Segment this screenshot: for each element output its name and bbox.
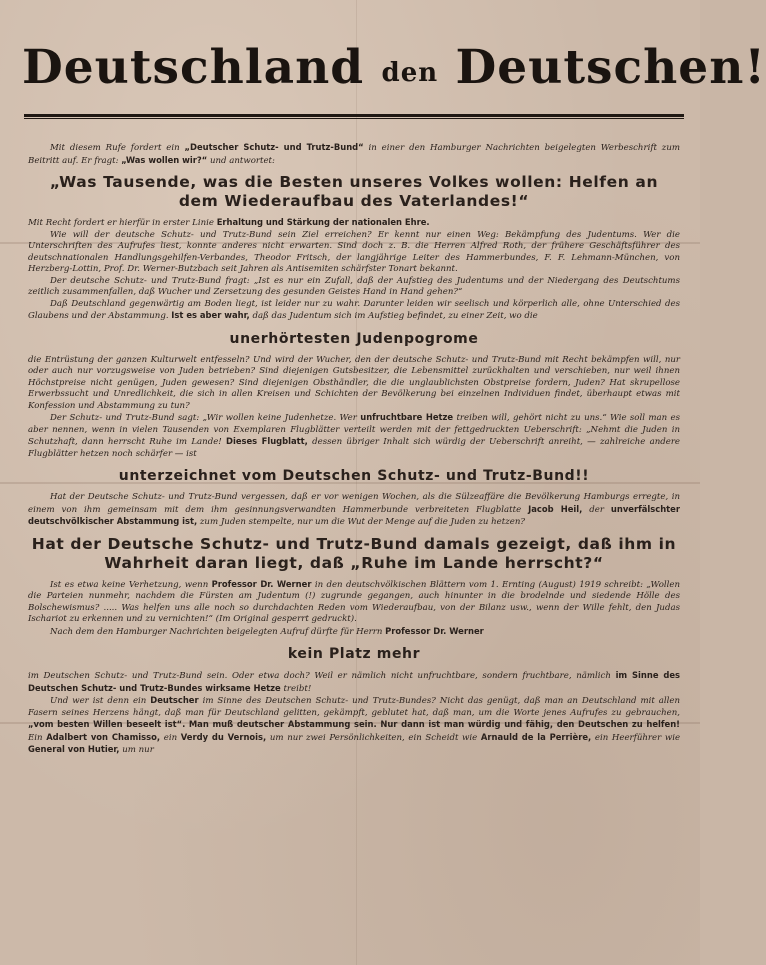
title-part2: Deutschen!	[455, 40, 766, 95]
headline-ruhe: Hat der Deutsche Schutz- und Trutz-Bund damals gezeigt, daß ihm in Wahrheit daran liegt, daß „Ruhe im Lande herrscht?“	[31, 534, 677, 572]
headline-kein-platz: kein Platz mehr	[287, 646, 421, 662]
title-part1: Deutschland	[22, 40, 365, 95]
intro-paragraph: Mit diesem Rufe fordert ein „Deutscher Schutz- und Trutz-Bund“ in einer den Hamburger Nachrichten beigelegten Werbeschrift zum Beitritt auf. Er fragt: „Was wollen wir?“ und antwortet:	[28, 142, 681, 166]
leaflet-body	[28, 142, 680, 757]
paragraph-wucher: die Entrüstung der ganzen Kulturwelt entfesseln? Und wird der Wucher, den der deutsche Schutz- und Trutz-Bund mit Recht bekämpfen will, nur oder auch nur vorzugsweise von Juden betrieben? Sind diejenigen Gutsbesitzer, die Lebensmittel zurückhalten und verschieben, nur weil ihnen Höchstpreise nicht genügen, Juden gewesen? Sind diejenigen Obsthändler, die die unglaublichsten Obstpreise fordern, Juden? Hat skrupellose Erwerbssucht und Unredlichkeit, die sich in allen Kreisen und Schichten der Bevölkerung bei einzelnen Individuen findet, überhaupt etwas mit Konfession und Abstammung zu tun?	[28, 354, 680, 411]
leaflet-title	[22, 40, 766, 95]
paragraph-hetze: im Deutschen Schutz- und Trutz-Bund sein. Oder etwa doch? Weil er nämlich nicht unfruchtbare, sondern fruchtbare, nämlich im Sinne des Deutschen Schutz- und Trutz-Bundes wirksame Hetze treibt!	[28, 670, 680, 694]
title-rule	[24, 114, 684, 117]
headline-helfen: „Was Tausende, was die Besten unseres Volkes wollen: Helfen an dem Wiederaufbau des Vaterlandes!“	[49, 173, 659, 210]
headline-pogrome: unerhörtesten Judenpogrome	[229, 330, 479, 347]
paragraph-deutscher: Und wer ist denn ein Deutscher im Sinne des Deutschen Schutz- und Trutz-Bundes? Nicht das genügt, daß man an Deutschland mit allen Fasern seines Herzens hängt, daß man für Deutschland gelitten, gekämpft, geblutet hat, daß man, um die Worte jenes Aufrufes zu gebrauchen, „vom besten Willen beseelt ist“. Man muß deutscher Abstammung sein. Nur dann ist man würdig und fähig, den Deutschen zu helfen! Ein Adalbert von Chamisso, ein Verdy du Vernois, um nur zwei Persönlichkeiten, ein Scheidt wie Arnauld de la Perrière, ein Heerführer wie General von Hutier, um nur	[28, 695, 681, 755]
paragraph-judentum: Wie will der deutsche Schutz- und Trutz-Bund sein Ziel erreichen? Er kennt nur einen Weg: Bekämpfung des Judentums. Wer die Unterschriften des Aufrufes liest, konnte anderes nicht erwarten. Sind doch z. B. die Herren Alfred Roth, der frühere Geschäftsführer des deutschnationalen Handlungsgehilfen-Verbandes, Theodor Fritsch, der langjährige Leiter des Hammerbundes, F. F. Lehmann-München, von Herzberg-Lottin, Prof. Dr. Werner-Butzbach seit Jahren als Antisemiten schärfster Tonart bekannt.	[28, 229, 680, 274]
paragraph-aufruf: Nach dem den Hamburger Nachrichten beigelegten Aufruf dürfte für Herrn Professor Dr. Werner	[50, 625, 484, 637]
paragraph-flugblatt: Der Schutz- und Trutz-Bund sagt: „Wir wollen keine Judenhetze. Wer unfruchtbare Hetze treiben will, gehört nicht zu uns.“ Wie soll man es aber nennen, wenn in vielen Tausenden von Exemplaren Flugblätter verteilt werden mit der fettgedruckten Ueberschrift: „Nehmt die Juden in Schutzhaft, dann herrscht Ruhe im Lande! Dieses Flugblatt, dessen übriger Inhalt sich würdig der Ueberschrift anreiht, — zahlreiche andere Flugblätter hetzen noch schärfer — ist	[28, 412, 681, 459]
title-small: den	[381, 58, 439, 89]
paragraph-werner: Ist es etwa keine Verhetzung, wenn Professor Dr. Werner in den deutschvölkischen Blättern vom 1. Ernting (August) 1919 schreibt: „Wollen die Parteien nunmehr, nachdem die Fürsten am Judentum (!) zugrunde gegangen, auch hinunter in die brodelnde und siedende Hölle des Bolschewismus? ..... Was helfen uns alle noch so durchdachten Reden vom Wiederaufbau, von der Bilanz usw., wenn der Wille fehlt, den Judas Ischariot zu erkennen und zu vernichten!“ (Im Original gesperrt gedruckt).	[28, 578, 681, 624]
headline-unterzeichnet: unterzeichnet vom Deutschen Schutz- und Trutz-Bund!!	[118, 468, 590, 484]
paragraph-suelze: Hat der Deutsche Schutz- und Trutz-Bund vergessen, daß er vor wenigen Wochen, als die Sülzeaffäre die Bevölkerung Hamburgs erregte, in einem von ihm gemeinsam mit dem ihm gesinnungsverwandten Hammerbunde verbreiteten Flugblatte Jacob Heil, der unverfälschter deutschvölkischer Abstammung ist, zum Juden stempelte, nur um die Wut der Menge auf die Juden zu hetzen?	[28, 492, 680, 527]
paragraph-boden: Daß Deutschland gegenwärtig am Boden liegt, ist leider nur zu wahr. Darunter leiden wir seelisch und körperlich alle, ohne Unterschied des Glaubens und der Abstammung. Ist es aber wahr, daß das Judentum sich im Aufstieg befindet, zu einer Zeit, wo die	[28, 298, 680, 321]
paragraph-ehre: Mit Recht fordert er hierfür in erster Linie Erhaltung und Stärkung der nationalen Ehre.	[28, 217, 430, 228]
title-rule-thin	[24, 118, 684, 119]
paragraph-zufall: Der deutsche Schutz- und Trutz-Bund fragt: „Ist es nur ein Zufall, daß der Aufstieg des Judentums und der Niedergang des Deutschtums zeitlich zusammenfallen, daß Wucher und Zersetzung des gesunden Geistes Hand in Hand gehen?“	[28, 275, 680, 297]
